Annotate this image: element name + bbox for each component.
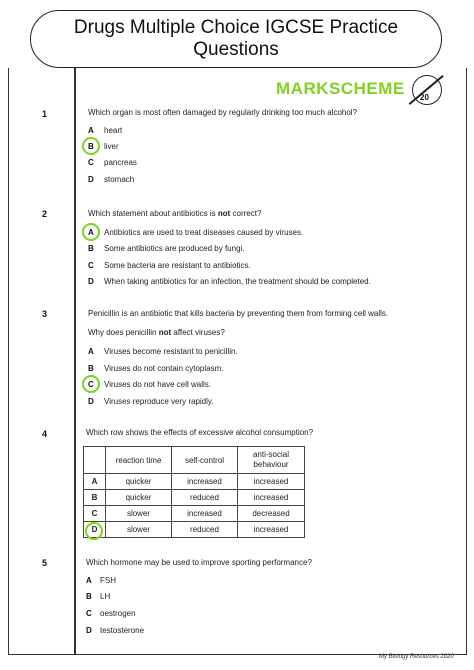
q3-option-c-text: Viruses do not have cell walls. (104, 380, 212, 389)
q4-effects-table (83, 446, 305, 538)
q2-stem-end: correct? (230, 209, 262, 218)
q4-row-c-control: increased (172, 506, 238, 522)
q5-option-a-text: FSH (100, 576, 116, 585)
q1-option-b-letter: B (88, 142, 94, 151)
q1-answer-ring (82, 137, 100, 155)
question-3-stem: Penicillin is an antibiotic that kills bacteria by preventing them from forming cell walls. (88, 309, 389, 318)
title-line-2: Questions (193, 39, 279, 60)
footer-credit: My Biology Resources 2020 (379, 654, 454, 660)
q4-row-c-behaviour: decreased (238, 506, 305, 522)
q3-answer-ring (82, 375, 100, 393)
table-row (84, 490, 305, 506)
q2-option-a-text: Antibiotics are used to treat diseases caused by viruses. (104, 228, 304, 237)
question-3-subquestion (88, 328, 225, 337)
table-row (84, 474, 305, 490)
q4-row-b-letter: B (84, 490, 106, 506)
title-banner (30, 10, 442, 68)
q4-row-d-reaction: slower (106, 522, 172, 538)
q1-option-a-letter: A (88, 126, 94, 135)
question-2-number: 2 (42, 209, 48, 219)
question-4-stem: Which row shows the effects of excessive alcohol consumption? (86, 428, 314, 437)
margin-divider (74, 68, 76, 654)
q2-option-a-letter: A (88, 228, 94, 237)
q2-option-d-letter: D (88, 277, 94, 286)
q4-answer-ring (85, 522, 103, 540)
q4-row-d-behaviour: increased (238, 522, 305, 538)
q3-sub-end: affect viruses? (171, 328, 225, 337)
q3-sub-start: Why does penicillin (88, 328, 159, 337)
q1-option-d-letter: D (88, 175, 94, 184)
q4-row-a-behaviour: increased (238, 474, 305, 490)
q4-row-d-letter: D (84, 522, 106, 538)
q2-stem-start: Which statement about antibiotics is (88, 209, 218, 218)
q3-option-b-letter: B (88, 364, 94, 373)
q4-header-reaction-time: reaction time (106, 447, 172, 474)
q4-row-c-reaction: slower (106, 506, 172, 522)
q3-sub-emphasis: not (158, 328, 172, 337)
q5-option-b-letter: B (86, 592, 92, 601)
q3-option-d-letter: D (88, 397, 94, 406)
q3-option-d-text: Viruses reproduce very rapidly. (104, 397, 214, 406)
table-row (84, 522, 305, 538)
q1-option-a-text: heart (104, 126, 123, 135)
question-4-number: 4 (42, 429, 48, 439)
q4-table-corner (84, 447, 106, 474)
title-line-1: Drugs Multiple Choice IGCSE Practice (73, 17, 399, 38)
q5-option-d-text: testosterone (100, 626, 145, 635)
q4-header-self-control: self-control (172, 447, 238, 474)
question-1-number: 1 (42, 109, 48, 119)
markscheme-label: MARKSCHEME (276, 79, 405, 98)
q2-option-b-text: Some antibiotics are produced by fungi. (104, 244, 245, 253)
question-1-stem: Which organ is most often damaged by regularly drinking too much alcohol? (88, 108, 358, 117)
page-border-left (8, 68, 9, 654)
question-3-number: 3 (42, 309, 48, 319)
q5-option-d-letter: D (86, 626, 92, 635)
q3-option-a-letter: A (88, 347, 94, 356)
q5-option-a-letter: A (86, 576, 92, 585)
q3-option-a-text: Viruses become resistant to penicillin. (104, 347, 238, 356)
q4-header-anti-social-behaviour (238, 447, 305, 474)
q1-option-b-text: liver (104, 142, 119, 151)
q2-stem-emphasis: not (217, 209, 231, 218)
q4-table-header-row (84, 447, 305, 474)
total-marks: 20 (420, 93, 429, 102)
q1-option-c-letter: C (88, 158, 94, 167)
q2-option-d-text: When taking antibiotics for an infection, the treatment should be completed. (104, 277, 371, 286)
q5-option-c-letter: C (86, 609, 92, 618)
q1-option-d-text: stomach (104, 175, 135, 184)
q2-option-b-letter: B (88, 244, 94, 253)
q4-row-a-control: increased (172, 474, 238, 490)
q4-row-a-letter: A (84, 474, 106, 490)
q4-row-b-behaviour: increased (238, 490, 305, 506)
q2-option-c-letter: C (88, 261, 94, 270)
question-5-number: 5 (42, 558, 48, 568)
q4-row-d-control: reduced (172, 522, 238, 538)
table-row (84, 506, 305, 522)
q1-option-c-text: pancreas (104, 158, 137, 167)
q5-option-b-text: LH (100, 592, 111, 601)
q4-row-c-letter: C (84, 506, 106, 522)
q4-header-behaviour: behaviour (253, 460, 289, 469)
q4-row-a-reaction: quicker (106, 474, 172, 490)
q4-row-b-reaction: quicker (106, 490, 172, 506)
q4-row-b-control: reduced (172, 490, 238, 506)
q3-option-c-letter: C (88, 380, 94, 389)
q5-option-c-text: oestrogen (100, 609, 136, 618)
question-5-stem: Which hormone may be used to improve sporting performance? (86, 558, 312, 567)
q2-answer-ring (82, 223, 100, 241)
page-border-right (466, 68, 467, 654)
question-2-stem (88, 209, 261, 218)
q3-option-b-text: Viruses do not contain cytoplasm. (104, 364, 224, 373)
q4-header-anti-social: anti-social (252, 450, 289, 459)
q2-option-c-text: Some bacteria are resistant to antibiotics. (104, 261, 251, 270)
